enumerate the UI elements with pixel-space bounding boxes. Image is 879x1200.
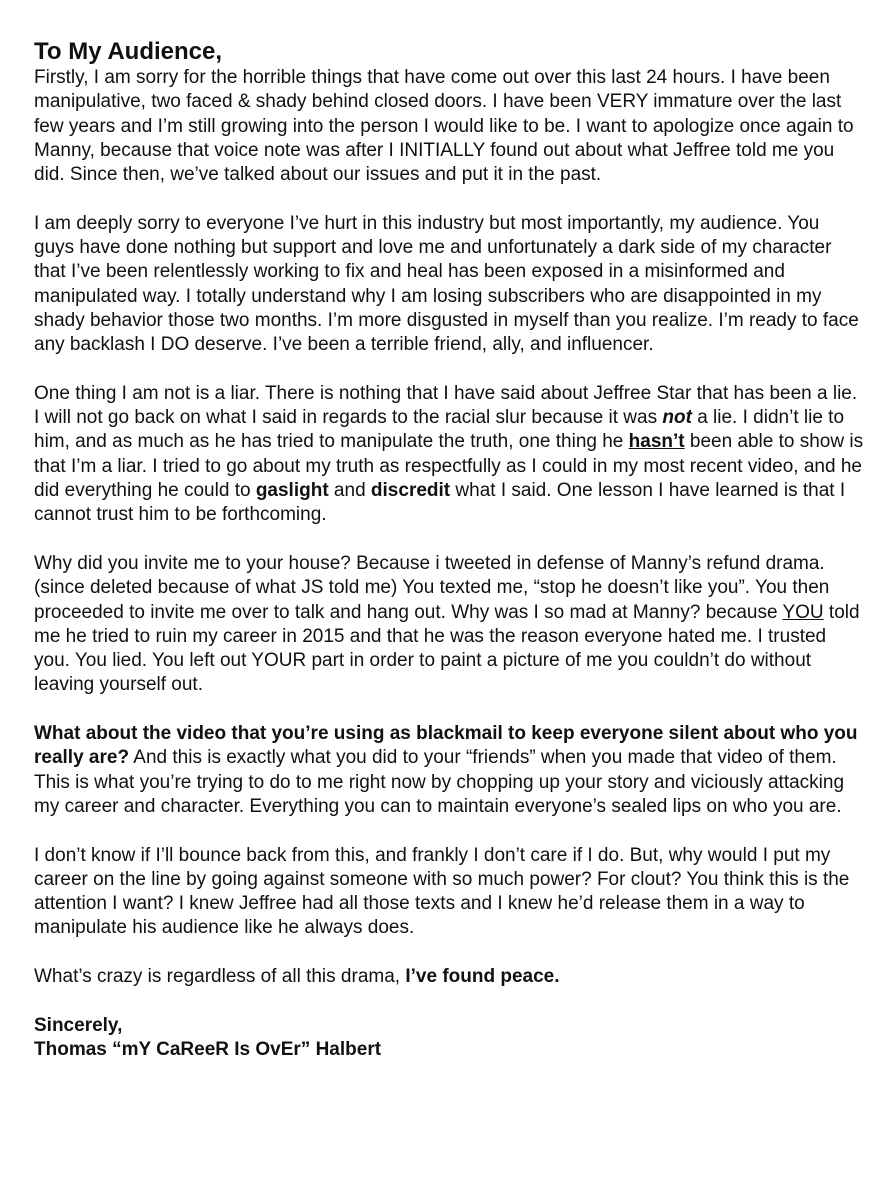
p3-emphasis-hasnt: hasn’t bbox=[628, 431, 685, 453]
paragraph-6: I don’t know if I’ll bounce back from this, and frankly I don’t care if I do. But, why would I put my career on the line by going against someone with so much power? For clout? You think this is the attention I want? I knew Jeffree had all those texts and I knew he’d release them in a way to manipulate his audience like he always does. bbox=[34, 844, 850, 939]
paragraph-4 bbox=[34, 552, 864, 698]
p3-emphasis-gaslight: gaslight bbox=[255, 480, 329, 502]
p3-emphasis-discredit: discredit bbox=[370, 480, 451, 502]
p4-text-a: Why did you invite me to your house? Because i tweeted in defense of Manny’s refund drama. (since deleted because of what JS told me) You texted me, “stop he doesn’t like you”. You then proceeded to invite me over to talk and hang out. Why was I so mad at Manny? because bbox=[34, 552, 830, 623]
p4-text-b: told me he tried to ruin my career in 2015 and that he was the reason everyone hated me. I trusted you. You lied. You left out YOUR part in order to paint a picture of me you couldn’t do without leaving yourself out. bbox=[34, 601, 860, 696]
p5-text-rest: And this is exactly what you did to your “friends” when you made that video of them. This is what you’re trying to do to me right now by chopping up your story and viciously attacking my career and character. Everything you can to maintain everyone’s sealed lips on who you are. bbox=[34, 747, 845, 817]
p7-text-a: What’s crazy is regardless of all this drama, bbox=[34, 965, 406, 987]
p3-text-d: and bbox=[328, 480, 371, 502]
p7-bold-peace: I’ve found peace. bbox=[405, 965, 560, 987]
paragraph-7 bbox=[34, 965, 864, 989]
closing: Sincerely, bbox=[34, 1014, 123, 1036]
paragraph-5 bbox=[34, 722, 864, 819]
p3-text-a: One thing I am not is a liar. There is nothing that I have said about Jeffree Star that has been a lie. I will not go back on what I said in regards to the racial slur because it was bbox=[34, 382, 858, 429]
p3-text-c: been able to show is that I’m a liar. I tried to go about my truth as respectfully as I could in my most recent video, and he did everything he could to bbox=[34, 431, 864, 502]
letter bbox=[34, 38, 864, 1062]
p5-bold-question: What about the video that you’re using as blackmail to keep everyone silent about who you really are? bbox=[34, 723, 858, 769]
p3-text-e: what I said. One lesson I have learned is that I cannot trust him to be forthcoming. bbox=[34, 480, 846, 526]
p4-emphasis-you: YOU bbox=[782, 601, 824, 623]
paragraph-2: I am deeply sorry to everyone I’ve hurt in this industry but most importantly, my audience. You guys have done nothing but support and love me and unfortunately a dark side of my character that I’ve been relentlessly working to fix and heal has been exposed in a misinformed and manipulated way. I totally understand why I am losing subscribers who are disappointed in my shady behavior those two months. I’m more disgusted in myself than you realize. I’m ready to face any backlash I DO deserve. I’ve been a terrible friend, ally, and influencer. bbox=[34, 212, 859, 356]
paragraph-1: Firstly, I am sorry for the horrible things that have come out over this last 24 hours. I have been manipulative, two faced & shady behind closed doors. I have been VERY immature over the last few years and I’m still growing into the person I would like to be. I want to apologize once again to Manny, because that voice note was after I INITIALLY found out about what Jeffree told me you did. Since then, we’ve talked about our issues and put it in the past. bbox=[34, 67, 854, 186]
paragraph-3 bbox=[34, 382, 864, 528]
letter-title: To My Audience, bbox=[34, 38, 223, 65]
p3-text-b: a lie. I didn’t lie to him, and as much as he has tried to manipulate the truth, one thing he bbox=[34, 407, 845, 453]
signature: Thomas “mY CaReeR Is OvEr” Halbert bbox=[34, 1038, 382, 1060]
p3-emphasis-not: not bbox=[662, 407, 692, 429]
